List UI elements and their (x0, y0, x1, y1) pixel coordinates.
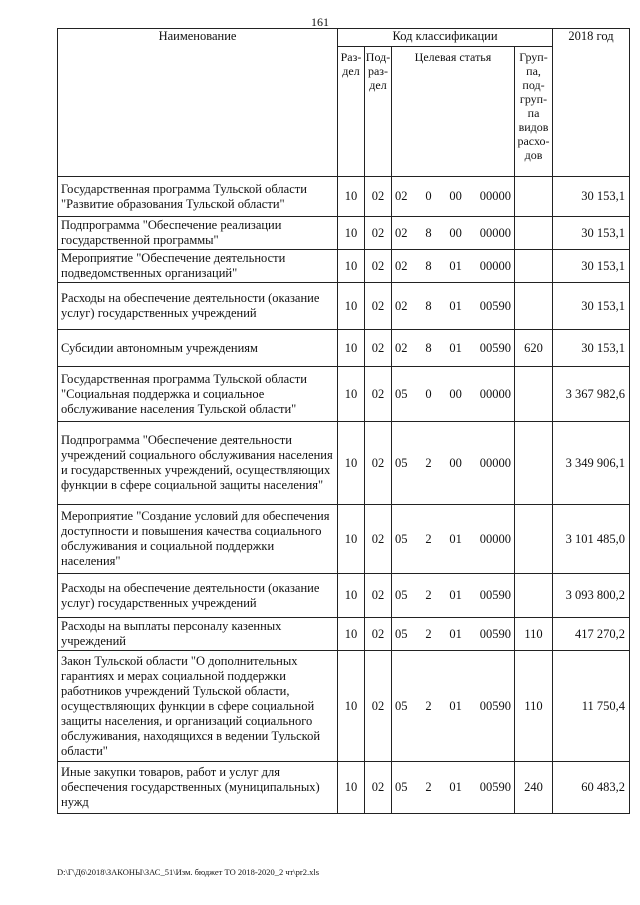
row-section: 10 (338, 283, 365, 330)
row-subsection: 02 (365, 574, 392, 618)
target-event: 01 (449, 298, 462, 313)
row-section: 10 (338, 217, 365, 250)
target-code (392, 341, 514, 356)
row-subsection: 02 (365, 505, 392, 574)
row-section: 10 (338, 505, 365, 574)
row-subsection: 02 (365, 250, 392, 283)
row-subsection: 02 (365, 217, 392, 250)
target-subprogram: 8 (425, 340, 432, 355)
budget-table (57, 28, 630, 814)
target-subprogram: 2 (425, 588, 432, 602)
target-direction: 00590 (479, 780, 511, 794)
target-event: 00 (449, 386, 462, 401)
table-row (58, 250, 630, 283)
target-code (392, 387, 514, 402)
row-target (392, 651, 515, 762)
row-subsection: 02 (365, 651, 392, 762)
table-row (58, 762, 630, 814)
target-subprogram: 2 (425, 626, 432, 641)
row-name: Расходы на выплаты персоналу казенных учреждений (58, 618, 338, 651)
row-expense-group: 240 (515, 762, 553, 814)
row-name: Государственная программа Тульской области "Социальная поддержка и социальное обслуживание населения Тульской области" (58, 367, 338, 422)
target-program: 05 (395, 588, 408, 602)
row-section: 10 (338, 651, 365, 762)
row-section: 10 (338, 574, 365, 618)
row-target (392, 574, 515, 618)
page-number: 161 (311, 15, 329, 29)
row-target (392, 283, 515, 330)
row-amount: 3 101 485,0 (553, 505, 630, 574)
table-row (58, 283, 630, 330)
target-event: 01 (449, 258, 462, 273)
target-direction: 00000 (479, 225, 511, 240)
row-target (392, 618, 515, 651)
row-amount: 30 153,1 (553, 330, 630, 367)
header-section-text: Раз- дел (340, 50, 362, 78)
target-event: 00 (449, 225, 462, 240)
target-subprogram: 8 (425, 225, 432, 240)
row-section: 10 (338, 250, 365, 283)
row-target (392, 505, 515, 574)
target-direction: 00000 (479, 455, 511, 470)
row-expense-group (515, 574, 553, 618)
row-target (392, 330, 515, 367)
header-name: Наименование (58, 29, 338, 177)
row-expense-group (515, 217, 553, 250)
target-program: 05 (395, 626, 408, 641)
row-expense-group: 110 (515, 651, 553, 762)
row-expense-group (515, 367, 553, 422)
row-section: 10 (338, 367, 365, 422)
row-expense-group (515, 250, 553, 283)
target-direction: 00590 (479, 298, 511, 313)
file-path-footer: D:\Г\Д6\2018\ЗАКОНЫ\ЗАС_51\Изм. бюджет ТО 2018-2020_2 чт\pr2.xls (57, 867, 320, 877)
target-subprogram: 0 (425, 386, 432, 401)
header-target: Целевая статья (392, 47, 515, 177)
header-classification: Код классификации (338, 29, 553, 47)
target-event: 01 (449, 588, 462, 602)
table-row (58, 330, 630, 367)
row-section: 10 (338, 762, 365, 814)
target-event: 01 (449, 531, 462, 546)
row-subsection: 02 (365, 422, 392, 505)
row-amount: 417 270,2 (553, 618, 630, 651)
row-amount: 30 153,1 (553, 217, 630, 250)
row-target (392, 422, 515, 505)
row-amount: 60 483,2 (553, 762, 630, 814)
row-amount: 30 153,1 (553, 283, 630, 330)
target-program: 05 (395, 455, 408, 470)
target-direction: 00000 (479, 258, 511, 273)
header-subsection-text: Под- раз- дел (365, 50, 391, 92)
row-target (392, 250, 515, 283)
target-event: 00 (449, 455, 462, 470)
table-row (58, 422, 630, 505)
row-expense-group (515, 505, 553, 574)
row-amount: 3 349 906,1 (553, 422, 630, 505)
row-expense-group: 620 (515, 330, 553, 367)
row-section: 10 (338, 422, 365, 505)
row-subsection: 02 (365, 177, 392, 217)
row-name: Государственная программа Тульской области "Развитие образования Тульской области" (58, 177, 338, 217)
target-code (392, 259, 514, 274)
target-program: 05 (395, 698, 408, 713)
row-name: Расходы на обеспечение деятельности (оказание услуг) государственных учреждений (58, 283, 338, 330)
row-name: Мероприятие "Создание условий для обеспечения доступности и повышения качества социального обслуживания и социальной поддержки населения" (58, 505, 338, 574)
row-expense-group (515, 177, 553, 217)
row-target (392, 367, 515, 422)
target-code (392, 588, 514, 603)
target-program: 02 (395, 340, 408, 355)
target-code (392, 226, 514, 241)
target-subprogram: 2 (425, 531, 432, 546)
target-subprogram: 8 (425, 258, 432, 273)
table-row (58, 574, 630, 618)
target-subprogram: 8 (425, 298, 432, 313)
row-expense-group: 110 (515, 618, 553, 651)
row-name: Закон Тульской области "О дополнительных гарантиях и мерах социальной поддержки работников учреждений Тульской области, осуществляющих функции в сфере социальной защиты населения, и организаций социального обслуживания, находящихся в ведении Тульской области" (58, 651, 338, 762)
table-body (58, 177, 630, 814)
row-amount: 30 153,1 (553, 177, 630, 217)
target-event: 01 (449, 698, 462, 713)
target-direction: 00000 (479, 189, 511, 203)
target-direction: 00590 (479, 340, 511, 355)
table-row (58, 217, 630, 250)
row-name: Подпрограмма "Обеспечение деятельности учреждений социального обслуживания населения и государственных учреждений, осуществляющих функции в сфере социальной защиты населения" (58, 422, 338, 505)
target-event: 01 (449, 780, 462, 794)
table-row (58, 505, 630, 574)
row-name: Мероприятие "Обеспечение деятельности подведомственных организаций" (58, 250, 338, 283)
row-subsection: 02 (365, 762, 392, 814)
target-direction: 00000 (479, 386, 511, 401)
row-section: 10 (338, 330, 365, 367)
table-row (58, 618, 630, 651)
row-name: Иные закупки товаров, работ и услуг для обеспечения государственных (муниципальных) нужд (58, 762, 338, 814)
target-code (392, 532, 514, 547)
row-amount: 3 093 800,2 (553, 574, 630, 618)
header-group (515, 47, 553, 177)
row-name: Подпрограмма "Обеспечение реализации государственной программы" (58, 217, 338, 250)
target-event: 01 (449, 626, 462, 641)
row-name: Субсидии автономным учреждениям (58, 330, 338, 367)
target-program: 02 (395, 298, 408, 313)
header-group-text: Груп- па, под- груп- па видов расхо- дов (517, 50, 550, 162)
row-expense-group (515, 283, 553, 330)
target-event: 01 (449, 340, 462, 355)
target-direction: 00590 (479, 626, 511, 641)
row-amount: 30 153,1 (553, 250, 630, 283)
target-subprogram: 2 (425, 455, 432, 470)
row-target (392, 177, 515, 217)
target-code (392, 627, 514, 642)
row-section: 10 (338, 618, 365, 651)
row-target (392, 762, 515, 814)
target-code (392, 699, 514, 714)
target-code (392, 456, 514, 471)
target-program: 05 (395, 386, 408, 401)
target-event: 00 (449, 189, 462, 203)
table-row (58, 651, 630, 762)
target-direction: 00590 (479, 588, 511, 602)
target-program: 02 (395, 225, 408, 240)
target-code (392, 780, 514, 795)
row-subsection: 02 (365, 283, 392, 330)
target-program: 05 (395, 780, 408, 794)
target-direction: 00590 (479, 698, 511, 713)
row-subsection: 02 (365, 330, 392, 367)
target-code (392, 299, 514, 314)
row-amount: 3 367 982,6 (553, 367, 630, 422)
target-subprogram: 0 (425, 189, 432, 203)
row-subsection: 02 (365, 367, 392, 422)
header-section (338, 47, 365, 177)
target-code (392, 189, 514, 204)
target-subprogram: 2 (425, 698, 432, 713)
target-subprogram: 2 (425, 780, 432, 794)
target-program: 05 (395, 531, 408, 546)
target-program: 02 (395, 258, 408, 273)
header-year: 2018 год (553, 29, 630, 177)
target-program: 02 (395, 189, 408, 203)
row-expense-group (515, 422, 553, 505)
table-row (58, 177, 630, 217)
target-direction: 00000 (479, 531, 511, 546)
header-subsection (365, 47, 392, 177)
row-amount: 11 750,4 (553, 651, 630, 762)
table-row (58, 367, 630, 422)
row-subsection: 02 (365, 618, 392, 651)
row-target (392, 217, 515, 250)
row-name: Расходы на обеспечение деятельности (оказание услуг) государственных учреждений (58, 574, 338, 618)
row-section: 10 (338, 177, 365, 217)
